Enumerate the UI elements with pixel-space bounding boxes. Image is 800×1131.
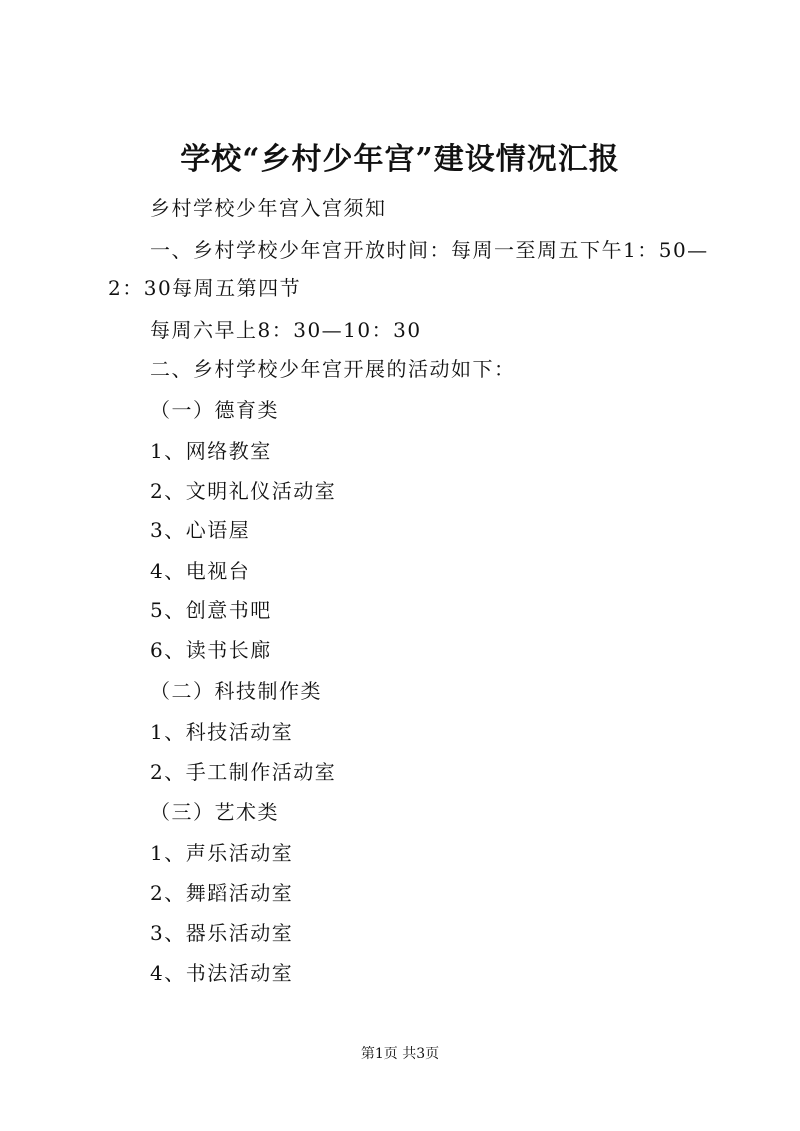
opening-hours-line-2: 2：30每周五第四节 — [108, 276, 302, 300]
section-moral-education: （一）德育类 — [150, 398, 279, 422]
section-arts: （三）艺术类 — [150, 800, 279, 824]
list-item: 3、器乐活动室 — [150, 921, 294, 945]
list-item: 3、心语屋 — [150, 518, 251, 542]
list-item: 4、书法活动室 — [150, 961, 294, 985]
list-item: 1、网络教室 — [150, 439, 272, 463]
list-item: 2、手工制作活动室 — [150, 760, 337, 784]
list-item: 4、电视台 — [150, 559, 251, 583]
list-item: 6、读书长廊 — [150, 638, 272, 662]
list-item: 2、文明礼仪活动室 — [150, 479, 337, 503]
notice-heading: 乡村学校少年宫入宫须知 — [150, 196, 387, 220]
list-item: 1、声乐活动室 — [150, 841, 294, 865]
activities-heading: 二、乡村学校少年宫开展的活动如下： — [150, 357, 516, 381]
saturday-hours: 每周六早上8：30—10：30 — [150, 318, 422, 342]
opening-hours-line-1: 一、乡村学校少年宫开放时间：每周一至周五下午1：50— — [150, 238, 709, 262]
list-item: 5、创意书吧 — [150, 598, 272, 622]
page-footer: 第1页 共3页 — [360, 1046, 440, 1062]
list-item: 2、舞蹈活动室 — [150, 881, 294, 905]
section-technology: （二）科技制作类 — [150, 679, 322, 703]
list-item: 1、科技活动室 — [150, 720, 294, 744]
document-title: 学校“乡村少年宫”建设情况汇报 — [180, 142, 620, 177]
